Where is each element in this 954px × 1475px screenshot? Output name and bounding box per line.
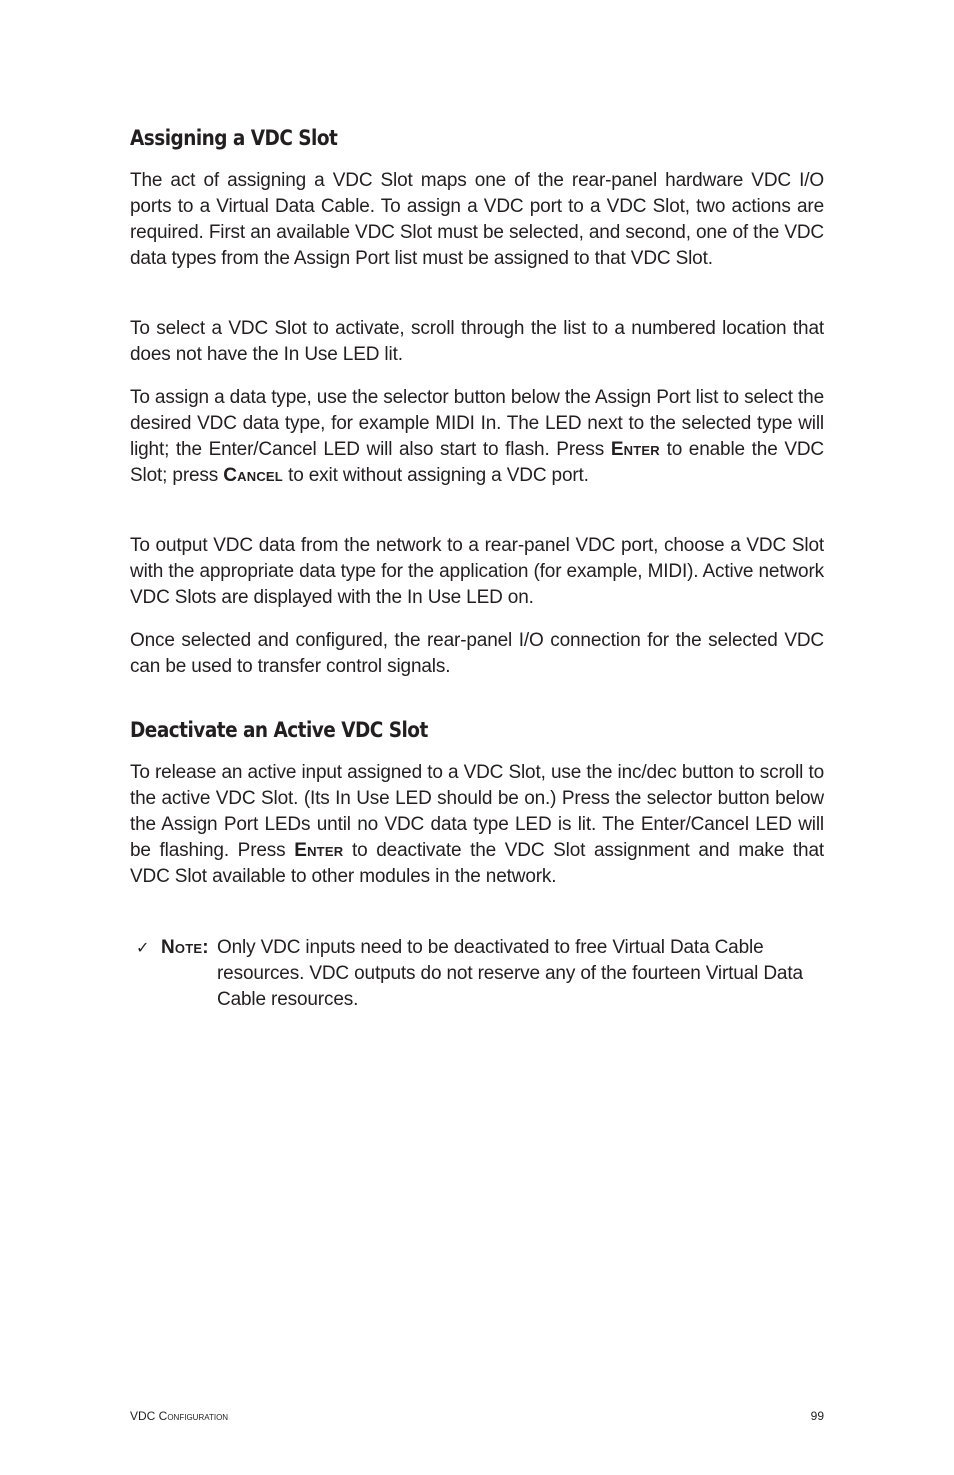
- note-label: Note:: [161, 937, 209, 958]
- deactivate-text-part-1: To release an active input assigned to a VDC Slot, use the inc/dec button to scroll to the active VDC Slot. (Its In Use LED should be on.) Press the selector button below the Assign Port LEDs until no VDC data type LED is lit. The Enter/Cancel LED will be flashing. Press: [130, 762, 824, 861]
- assign-text-part-3: to exit without assigning a VDC port.: [282, 465, 589, 486]
- paragraph-deactivate: [130, 760, 824, 890]
- footer-section-name: [130, 1409, 228, 1423]
- paragraph-select-slot: To select a VDC Slot to activate, scroll through the list to a numbered location that does not have the In Use LED lit.: [130, 318, 824, 365]
- checkmark-icon: ✓: [136, 938, 150, 957]
- footer-section-label: VDC Configuration: [130, 1409, 229, 1423]
- enter-key-label: Enter: [294, 840, 344, 861]
- footer-page-number: 99: [810, 1409, 824, 1423]
- heading-assigning-vdc-slot: Assigning a VDC Slot: [130, 126, 338, 150]
- heading-deactivate-vdc-slot: Deactivate an Active VDC Slot: [130, 718, 428, 742]
- paragraph-output-vdc: To output VDC data from the network to a rear-panel VDC port, choose a VDC Slot with the appropriate data type for the application (for example, MIDI). Active network VDC Slots are displayed with the In Use LED on.: [130, 535, 824, 608]
- deactivate-text-part-2: to deactivate the VDC Slot assignment and make that VDC Slot available to other modules in the network.: [130, 840, 824, 887]
- paragraph-assign-data-type: [130, 385, 824, 489]
- note-text: Only VDC inputs need to be deactivated to free Virtual Data Cable resources. VDC outputs do not reserve any of the fourteen Virtual Data Cable resources.: [217, 937, 803, 1010]
- assign-text-part-2: to enable the VDC Slot; press: [130, 439, 824, 486]
- paragraph-configured: Once selected and configured, the rear-panel I/O connection for the selected VDC can be used to transfer control signals.: [130, 630, 824, 677]
- paragraph-assigning-intro: The act of assigning a VDC Slot maps one of the rear-panel hardware VDC I/O ports to a Virtual Data Cable. To assign a VDC port to a VDC Slot, two actions are required. First an available VDC Slot must be selected, and second, one of the VDC data types from the Assign Port list must be assigned to that VDC Slot.: [130, 170, 824, 269]
- assign-text-part-1: To assign a data type, use the selector button below the Assign Port list to select the desired VDC data type, for example MIDI In. The LED next to the selected type will light; the Enter/Cancel LED will also start to flash. Press: [130, 387, 824, 460]
- enter-key-label: Enter: [610, 439, 660, 460]
- cancel-key-label: Cancel: [223, 465, 283, 486]
